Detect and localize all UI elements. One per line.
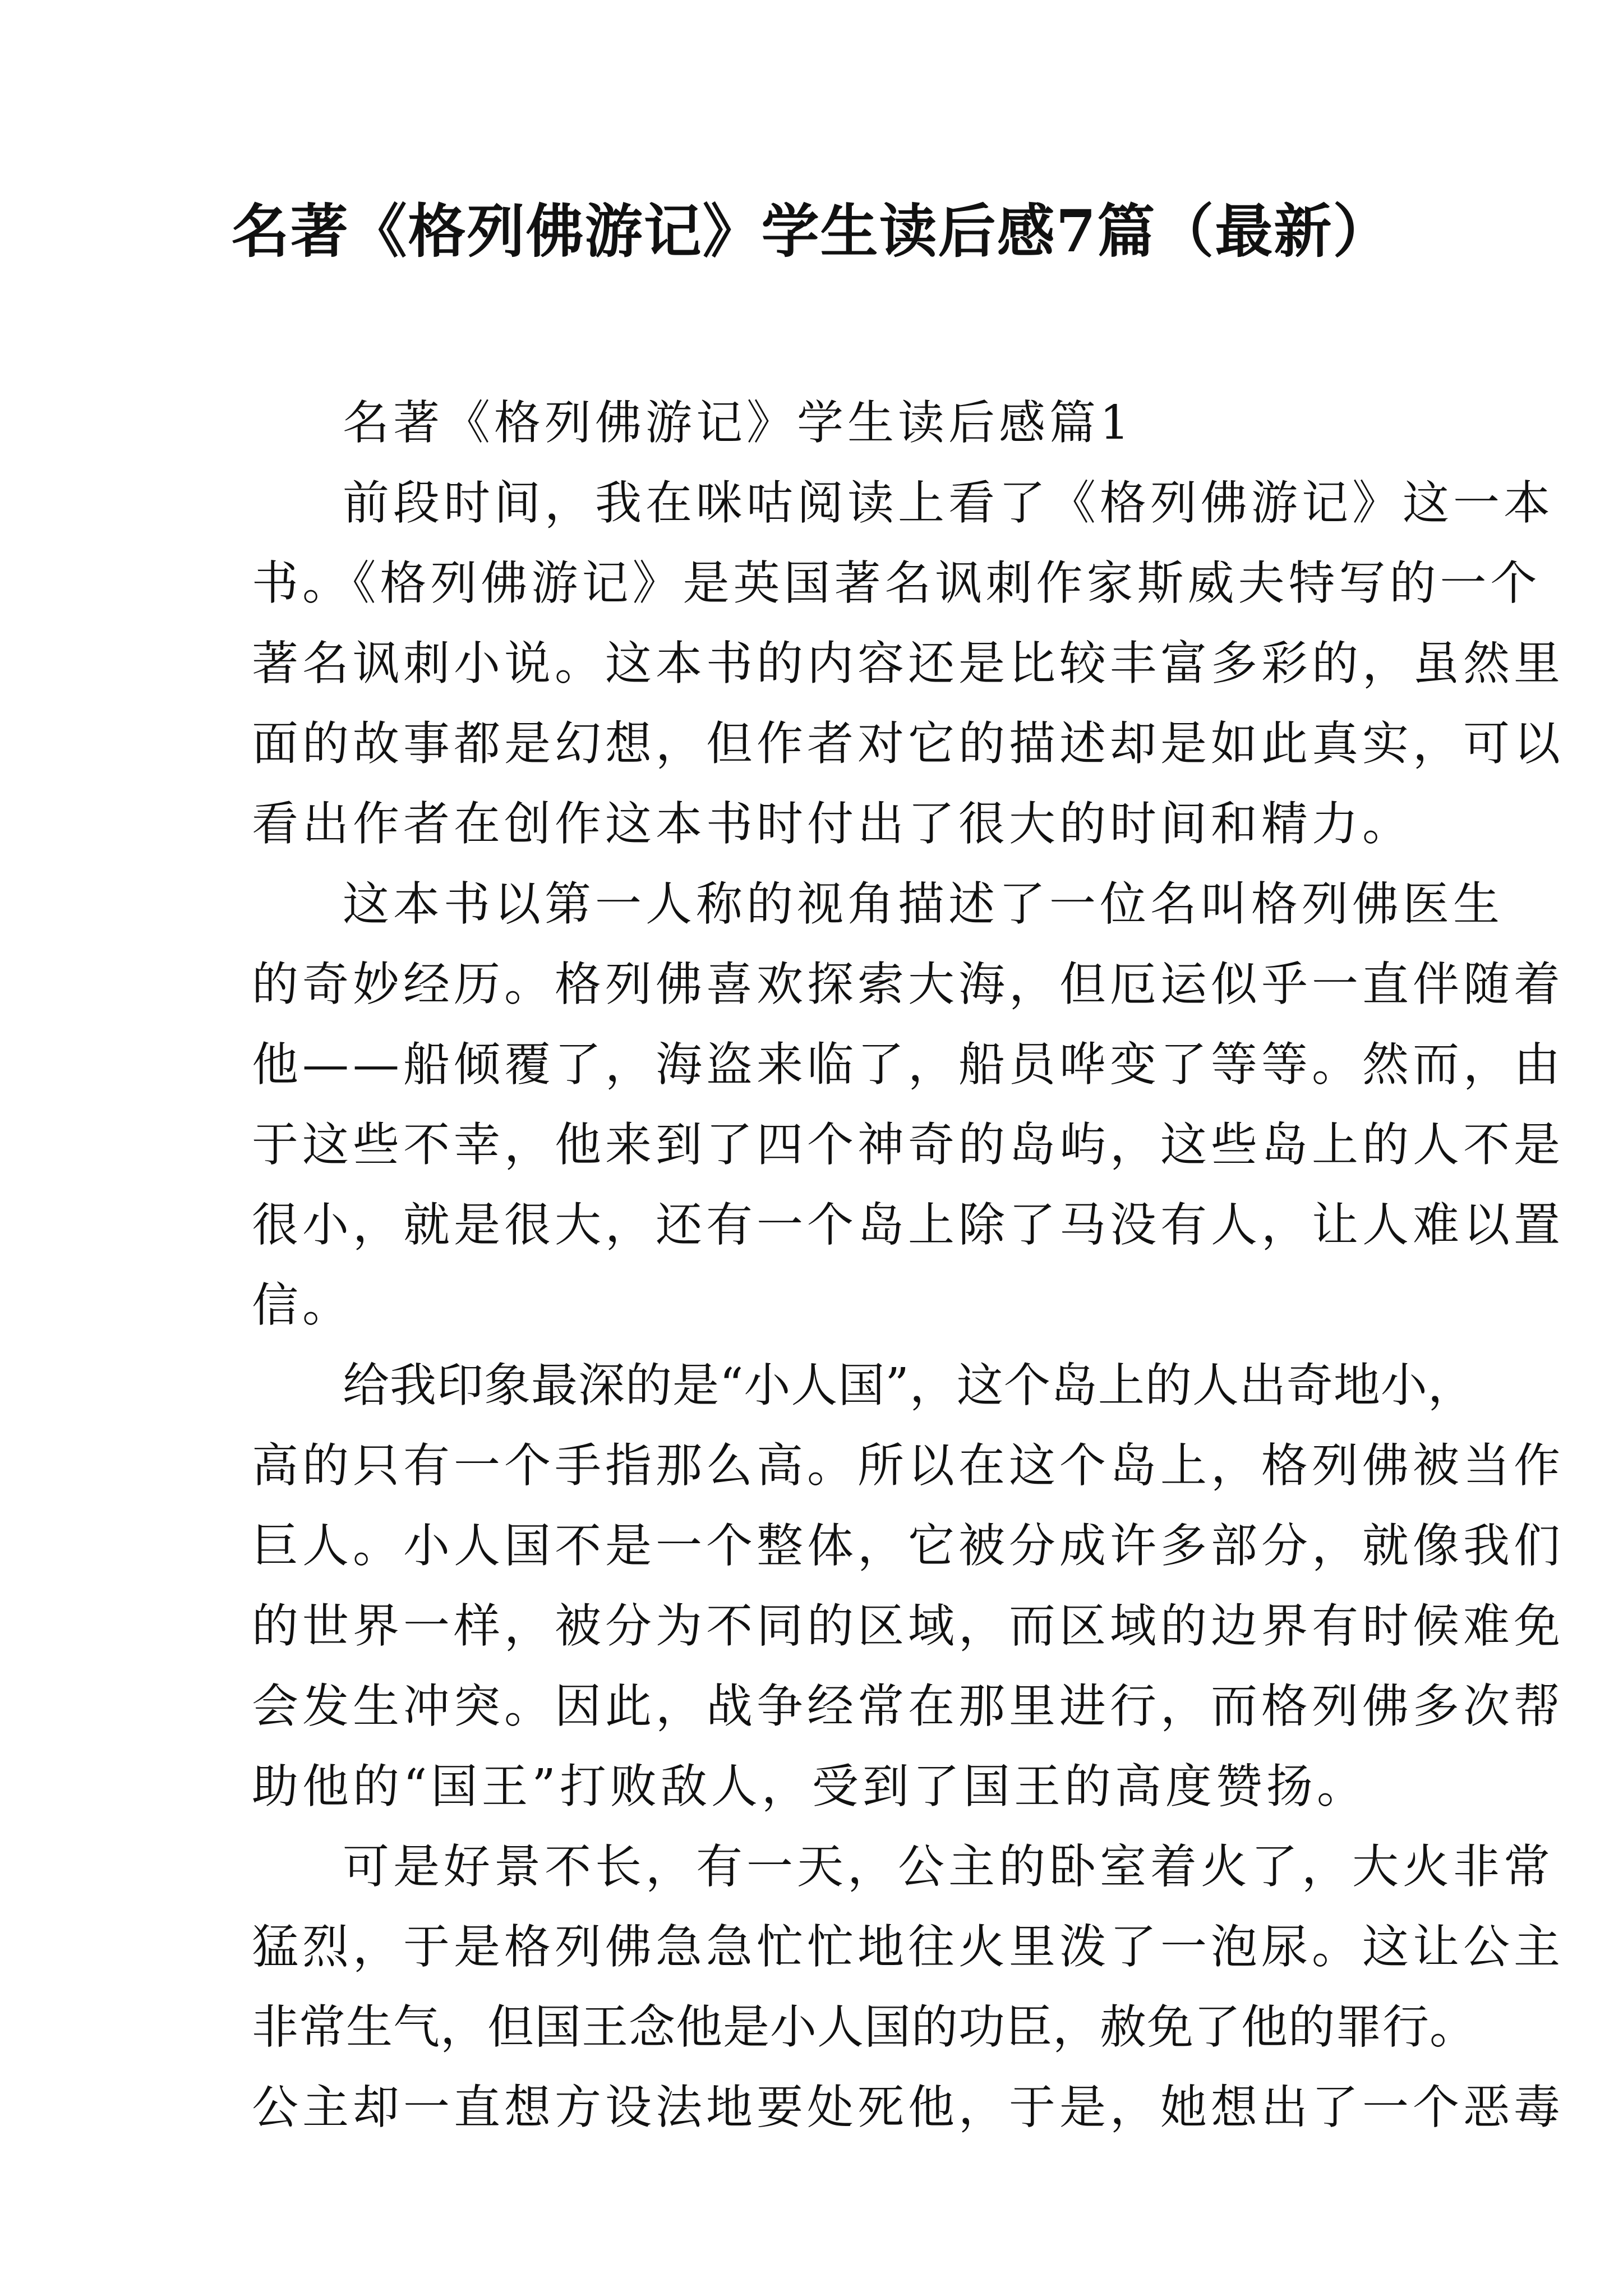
text-line: 他——船倾覆了，海盗来临了，船员哗变了等等。然而，由 bbox=[252, 1037, 1564, 1092]
text-line: 非常生气，但国王念他是小人国的功臣，赦免了他的罪行。 bbox=[252, 2000, 1477, 2054]
text-line: 书。《格列佛游记》是英国著名讽刺作家斯威夫特写的一个 bbox=[252, 556, 1541, 610]
paragraph bbox=[252, 1826, 1564, 2147]
paragraph bbox=[252, 463, 1564, 864]
text-line: 于这些不幸，他来到了四个神奇的岛屿，这些岛上的人不是 bbox=[252, 1117, 1564, 1172]
text-line: 给我印象最深的是“小人国”，这个岛上的人出奇地小， bbox=[343, 1358, 1475, 1412]
text-line: 可是好景不长，有一天，公主的卧室着火了，大火非常 bbox=[343, 1839, 1554, 1894]
document-body bbox=[252, 383, 1564, 2147]
text-line: 的世界一样，被分为不同的区域，而区域的边界有时候难免 bbox=[252, 1599, 1564, 1653]
text-line: 著名讽刺小说。这本书的内容还是比较丰富多彩的，虽然里 bbox=[252, 636, 1564, 691]
paragraph bbox=[252, 864, 1564, 1345]
paragraph bbox=[252, 1345, 1564, 1826]
section-heading: 名著《格列佛游记》学生读后感篇1 bbox=[343, 395, 1133, 450]
text-line: 猛烈，于是格列佛急急忙忙地往火里泼了一泡尿。这让公主 bbox=[252, 1920, 1564, 1974]
text-line: 面的故事都是幻想，但作者对它的描述却是如此真实，可以 bbox=[252, 716, 1564, 771]
text-line: 这本书以第一人称的视角描述了一位名叫格列佛医生 bbox=[343, 877, 1504, 931]
text-line: 很小，就是很大，还有一个岛上除了马没有人，让人难以置 bbox=[252, 1198, 1564, 1252]
text-line: 公主却一直想方设法地要处死他，于是，她想出了一个恶毒 bbox=[252, 2080, 1564, 2134]
text-line: 会发生冲突。因此，战争经常在那里进行，而格列佛多次帮 bbox=[252, 1679, 1564, 1733]
text-line: 的奇妙经历。格列佛喜欢探索大海，但厄运似乎一直伴随着 bbox=[252, 957, 1564, 1011]
text-line: 巨人。小人国不是一个整体，它被分成许多部分，就像我们 bbox=[252, 1519, 1564, 1573]
text-line: 信。 bbox=[252, 1278, 353, 1332]
text-line: 前段时间，我在咪咕阅读上看了《格列佛游记》这一本 bbox=[343, 476, 1554, 530]
text-line: 高的只有一个手指那么高。所以在这个岛上，格列佛被当作 bbox=[252, 1438, 1564, 1493]
document-title: 名著《格列佛游记》学生读后感7篇（最新） bbox=[231, 197, 1392, 265]
text-line: 看出作者在创作这本书时付出了很大的时间和精力。 bbox=[252, 797, 1413, 851]
text-line: 助他的“国王”打败敌人，受到了国王的高度赞扬。 bbox=[252, 1759, 1367, 1814]
